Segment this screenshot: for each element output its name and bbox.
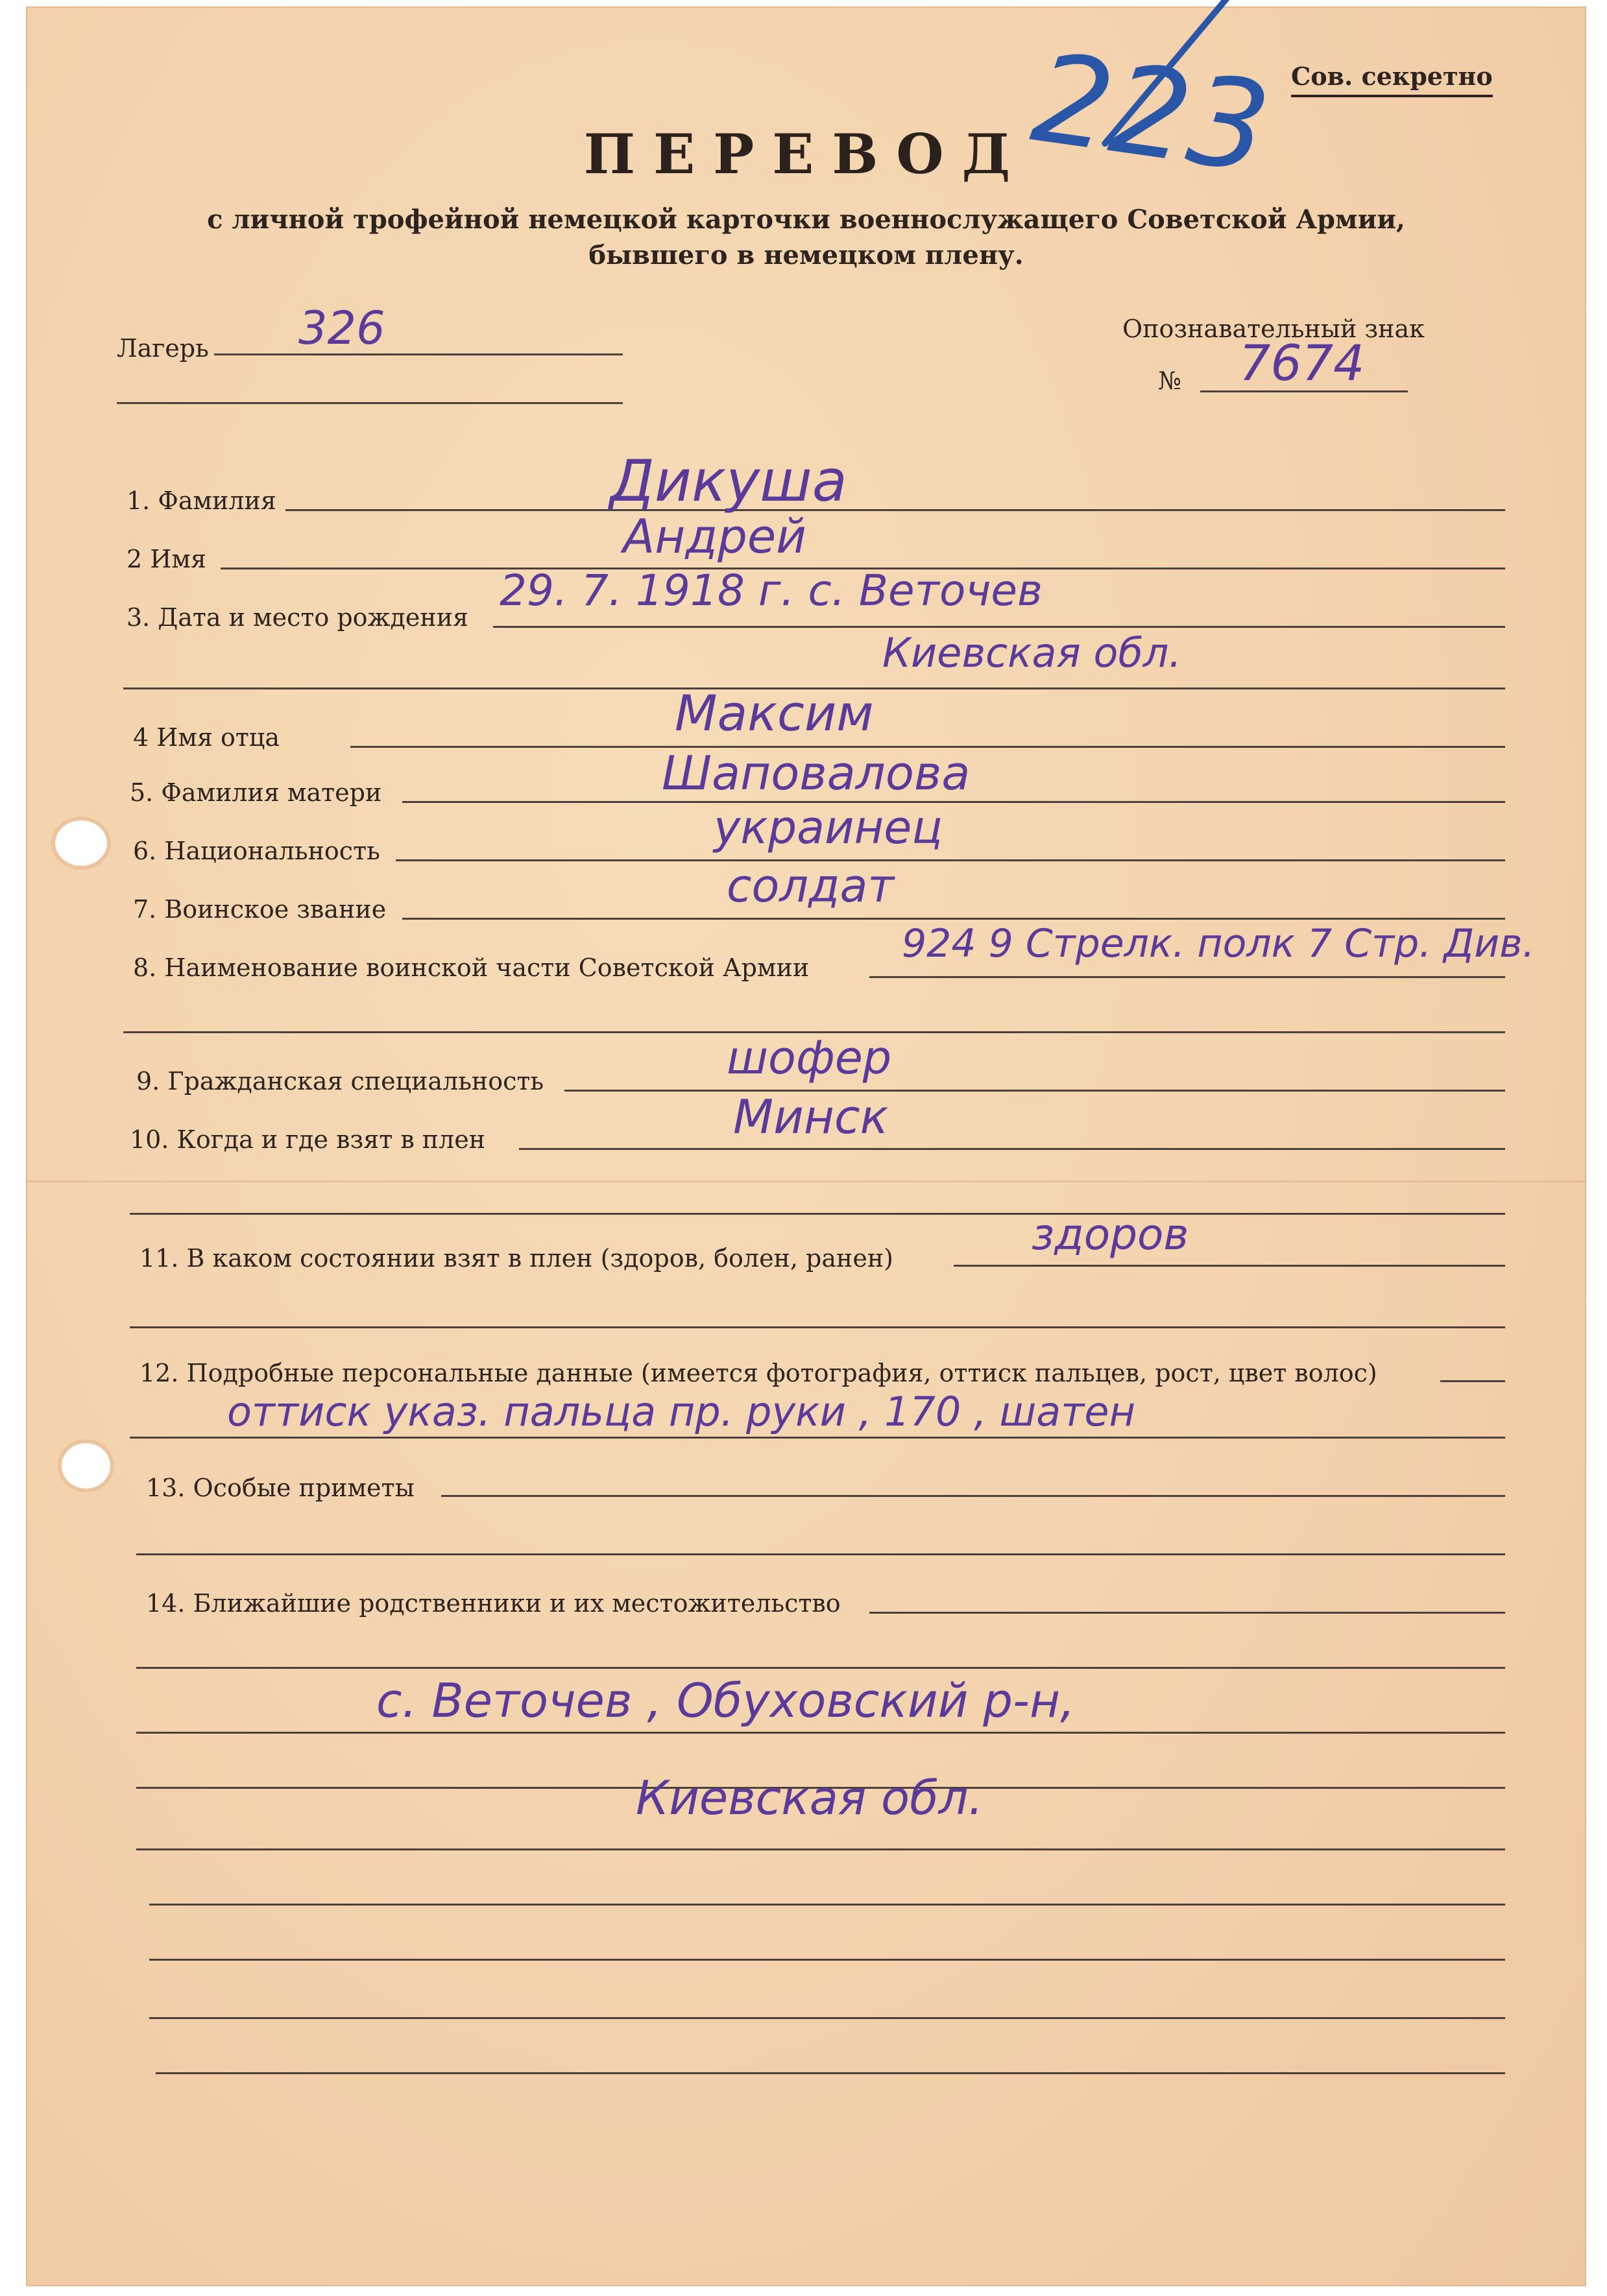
relatives-line-3 [136,1732,1505,1734]
field-nationality-line [396,859,1505,861]
field-condition-label: 11. В каком состоянии взят в плен (здоров, болен, ранен) [139,1244,893,1273]
field-rank-value: солдат [727,859,895,913]
field-nationality-value: украинец [714,801,943,854]
field-marks-label: 13. Особые приметы [146,1474,415,1502]
field-profession-label: 9. Гражданская специальность [136,1067,544,1095]
archive-number: 223 [1024,26,1278,201]
camp-label: Лагерь [117,334,209,363]
document-sheet [26,6,1586,2286]
field-mother-line [402,801,1505,803]
field-unit-value: 924 9 Стрелк. полк 7 Стр. Див. [902,921,1535,966]
relatives-line-2 [136,1667,1505,1669]
punch-hole-bottom [62,1443,110,1489]
relatives-line-8 [149,2017,1505,2019]
field-birth-value: 29. 7. 1918 г. с. Веточев [500,566,1043,616]
field-surname-line [285,509,1505,511]
camp-line-2 [117,402,623,404]
field-relatives-label: 14. Ближайшие родственники и их местожительство [146,1589,841,1618]
camp-line [214,353,623,355]
field-birth-label: 3. Дата и место рождения [127,603,469,632]
field-relatives-line [869,1612,1505,1614]
field-birth-region-value: Киевская обл. [882,629,1182,676]
field-name-value: Андрей [623,509,806,564]
relatives-line-6 [149,1904,1505,1906]
field-name-label: 2 Имя [127,545,206,573]
field-profession-value: шофер [727,1031,892,1084]
field-marks-line-2 [136,1553,1505,1555]
secret-stamp: Сов. секретно [1291,62,1493,97]
field-personal-data-line-2 [130,1437,1505,1439]
id-mark-label: Опознавательный знак [1122,315,1425,343]
relatives-line-7 [149,1959,1505,1961]
camp-value: 326 [298,302,385,355]
field-surname-value: Дикуша [610,448,847,514]
id-mark-value: 7674 [1239,334,1365,392]
field-unit-line [869,976,1505,978]
field-mother-label: 5. Фамилия матери [130,778,382,807]
relatives-address-line-1: с. Веточев , Обуховский р-н, [376,1673,1075,1728]
field-birth-line [493,626,1505,628]
field-unit-label: 8. Наименование воинской части Советской Армии [133,953,810,982]
field-captured-value: Минск [733,1090,889,1144]
punch-hole-top [55,820,107,866]
field-rank-label: 7. Воинское звание [133,895,387,924]
field-captured-line [519,1148,1505,1150]
field-captured-line-2 [130,1213,1505,1215]
relatives-line-5 [136,1848,1505,1850]
field-personal-data-value: оттиск указ. пальца пр. руки , 170 , шатен [227,1388,1136,1435]
field-captured-label: 10. Когда и где взят в плен [130,1125,486,1154]
field-condition-line [954,1265,1505,1267]
field-personal-data-line [1440,1380,1505,1382]
field-personal-data-label: 12. Подробные персональные данные (имеется фотография, оттиск пальцев, рост, цвет волос) [139,1359,1377,1387]
field-father-value: Максим [675,684,874,742]
document-subtitle-line-2: бывшего в немецком плену. [588,240,1024,270]
relatives-address-line-2: Киевская обл. [636,1771,984,1825]
field-marks-line [441,1495,1505,1497]
field-mother-value: Шаповалова [662,746,971,800]
field-condition-line-2 [130,1326,1505,1328]
document-subtitle-line-1: с личной трофейной немецкой карточки военнослужащего Советской Армии, [207,204,1405,235]
field-profession-line [564,1090,1505,1092]
field-rank-line [402,918,1505,920]
paper-fold [26,1180,1586,1182]
document-title: ПЕРЕВОД [583,122,1029,186]
field-surname-label: 1. Фамилия [127,486,276,515]
field-condition-value: здоров [1032,1210,1189,1260]
relatives-line-9 [156,2072,1505,2074]
field-nationality-label: 6. Национальность [133,837,380,865]
field-father-label: 4 Имя отца [133,723,280,752]
id-mark-number-label: № [1158,366,1181,395]
